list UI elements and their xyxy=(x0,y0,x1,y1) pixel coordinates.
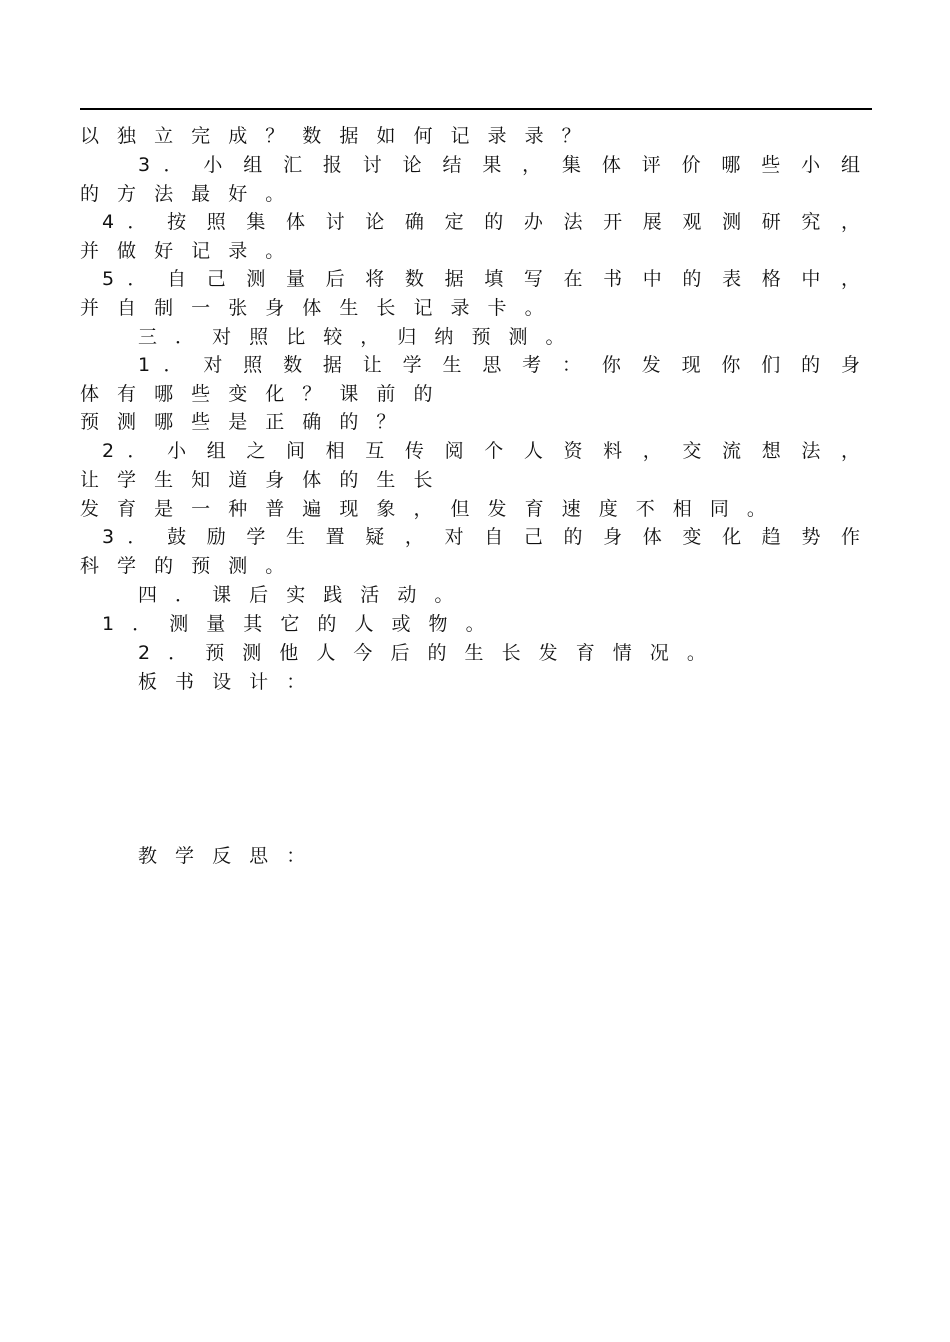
section-heading: 四．课后实践活动。 xyxy=(138,584,472,606)
text-line: 以独立完成？数据如何记录录？ xyxy=(80,125,599,147)
text-line: 的方法最好。 xyxy=(80,183,303,205)
teaching-reflection-label: 教学反思： xyxy=(138,845,324,867)
text-line: 2．预测他人今后的生长发育情况。 xyxy=(138,642,724,664)
board-design-label: 板书设计： xyxy=(138,671,324,693)
text-line: 发育是一种普遍现象，但发育速度不相同。 xyxy=(80,498,784,520)
text-line: 5 ． 自 己 测 量 后 将 数 据 填 写 在 书 中 的 表 格 中 ， xyxy=(102,268,860,290)
text-line: 3 ． 小 组 汇 报 讨 论 结 果 ， 集 体 评 价 哪 些 小 组 xyxy=(138,154,860,176)
text-line: 1 ． 对 照 数 据 让 学 生 思 考 ： 你 发 现 你 们 的 身 xyxy=(138,354,860,376)
text-line: 科学的预测。 xyxy=(80,555,303,577)
text-line: 预测哪些是正确的？ xyxy=(80,411,414,433)
text-line: 1．测量其它的人或物。 xyxy=(102,613,503,635)
text-line: 并做好记录。 xyxy=(80,240,303,262)
text-line: 2 ． 小 组 之 间 相 互 传 阅 个 人 资 料 ， 交 流 想 法 ， xyxy=(102,440,860,462)
text-line: 体有哪些变化？课前的 xyxy=(80,383,451,405)
text-line: 让学生知道身体的生长 xyxy=(80,469,451,491)
text-line: 3 ． 鼓 励 学 生 置 疑 ， 对 自 己 的 身 体 变 化 趋 势 作 xyxy=(102,526,860,548)
header-rule xyxy=(80,108,872,110)
section-heading: 三．对照比较，归纳预测。 xyxy=(138,326,583,348)
text-line: 4 ． 按 照 集 体 讨 论 确 定 的 办 法 开 展 观 测 研 究 ， xyxy=(102,211,860,233)
text-line: 并自制一张身体生长记录卡。 xyxy=(80,297,562,319)
